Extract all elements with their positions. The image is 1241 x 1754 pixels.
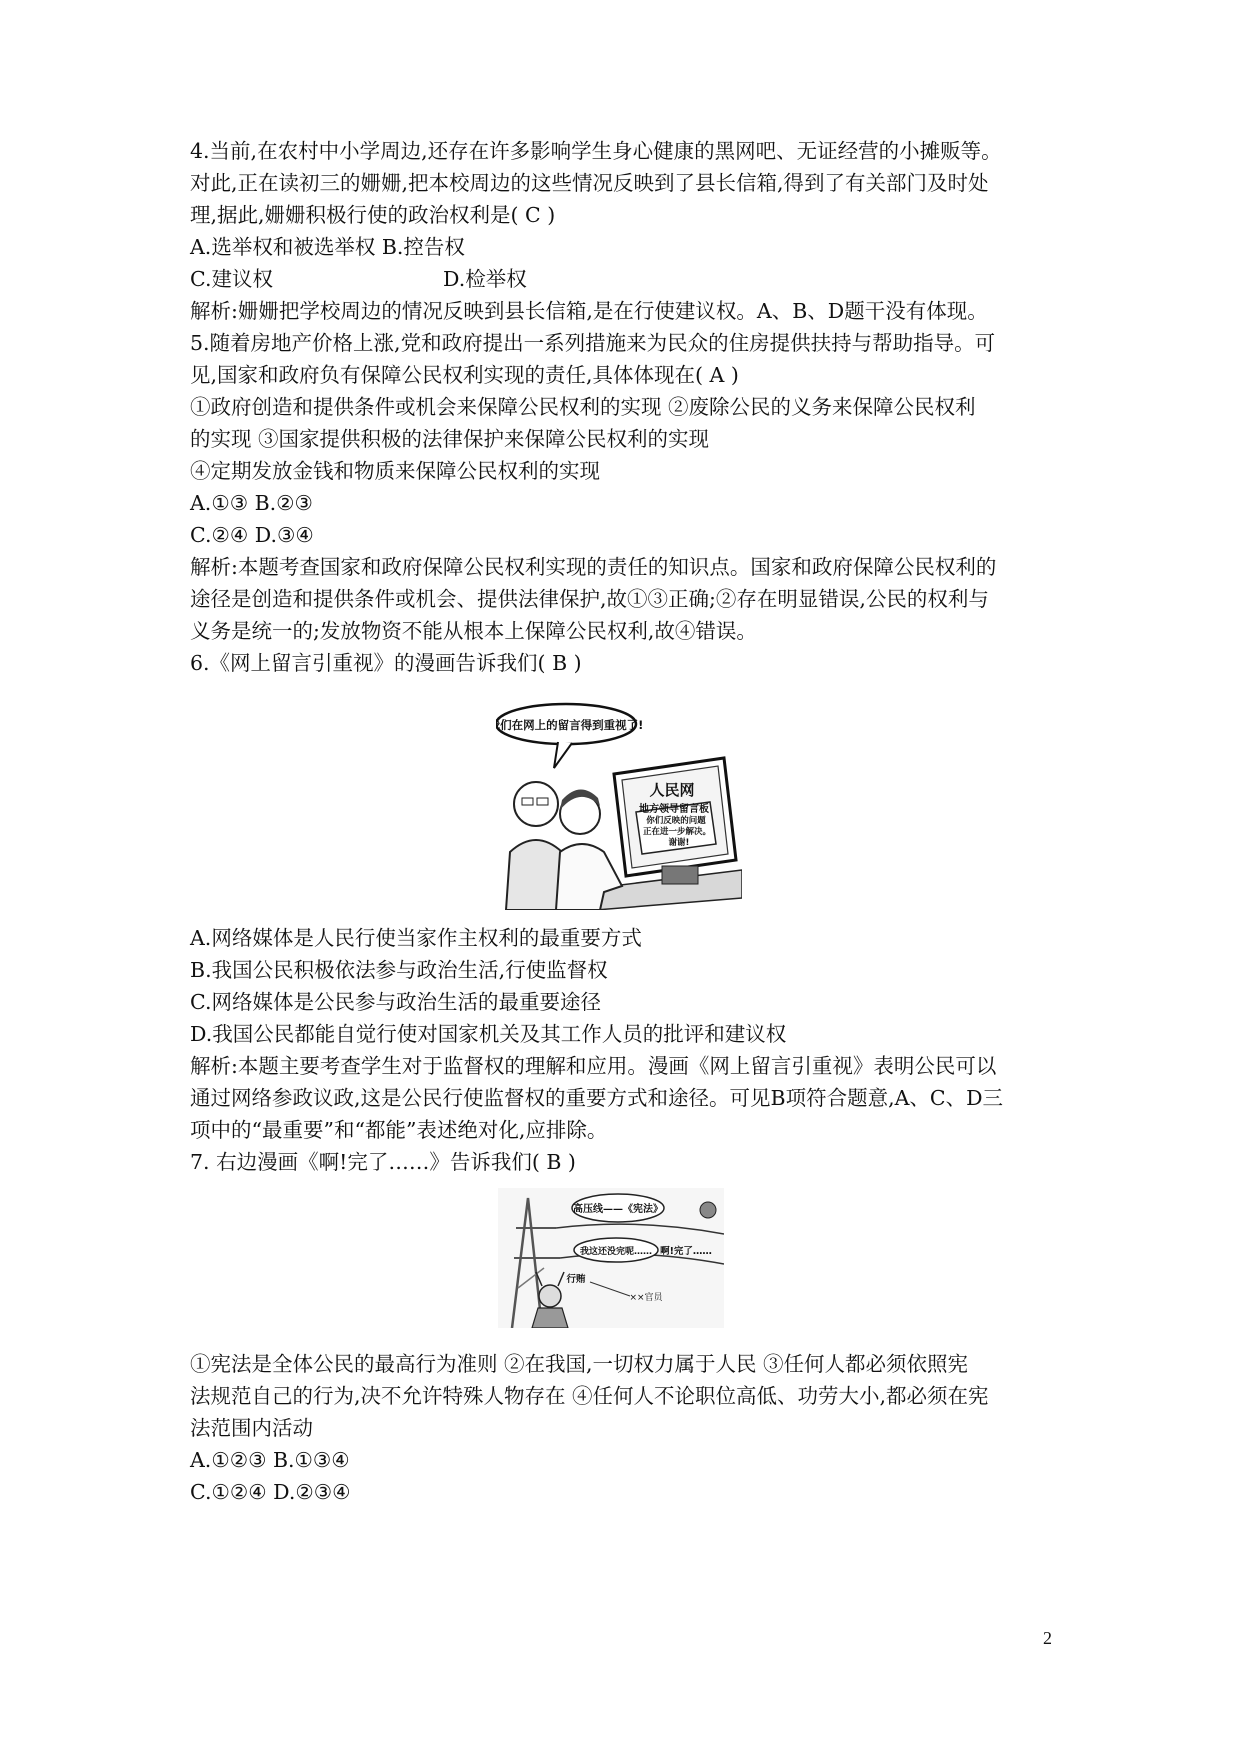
q7-options-cd: C.①②④ D.②③④ [190, 1480, 351, 1504]
q7-item-line2: 法规范自己的行为,决不允许特殊人物存在 ④任何人不论职位高低、功劳大小,都必须在宪 [190, 1384, 989, 1408]
q6-stem: 6.《网上留言引重视》的漫画告诉我们( B ) [190, 651, 582, 675]
q4-stem-line3: 理,据此,姗姗积极行使的政治权利是( C ) [190, 203, 556, 227]
q6-analysis-line3: 项中的“最重要”和“都能”表述绝对化,应排除。 [190, 1118, 608, 1142]
man-head [514, 782, 558, 826]
q4-options-ab: A.选举权和被选举权 B.控告权 [190, 235, 465, 259]
q4-option-d: D.检举权 [443, 267, 527, 291]
q4-analysis: 解析:姗姗把学校周边的情况反映到县长信箱,是在行使建议权。A、B、D题干没有体现。 [190, 299, 988, 323]
q4-option-c: C.建议权 [190, 267, 273, 291]
q4-stem-line1: 4.当前,在农村中小学周边,还存在许多影响学生身心健康的黑网吧、无证经营的小摊贩等。 [190, 139, 1002, 163]
q6-cartoon-drawing [496, 702, 742, 910]
q5-stem-line1: 5.随着房地产价格上涨,党和政府提出一系列措施来为民众的住房提供扶持与帮助指导。可 [190, 331, 996, 355]
q6-option-c: C.网络媒体是公民参与政治生活的最重要途径 [190, 990, 601, 1014]
screen-message-2: 正在进一步解决。 [642, 827, 712, 837]
bubble-done-text: 啊!完了…… [660, 1246, 712, 1257]
screen-message-1: 你们反映的问题 [646, 816, 706, 826]
q6-analysis-line2: 通过网络参政议政,这是公民行使监督权的重要方式和途径。可见B项符合题意,A、C、D三 [190, 1086, 1004, 1110]
screen-title: 人民网 [649, 781, 695, 799]
cartoon-bubble-text: 我们在网上的留言得到重视了! [496, 718, 644, 732]
q5-item-line1: ①政府创造和提供条件或机会来保障公民权利的实现 ②废除公民的义务来保障公民权利 [190, 395, 976, 419]
q6-option-d: D.我国公民都能自觉行使对国家机关及其工作人员的批评和建议权 [190, 1022, 787, 1046]
q5-stem-line2: 见,国家和政府负有保障公民权利实现的责任,具体体现在( A ) [190, 363, 739, 387]
bird [700, 1202, 716, 1218]
q7-item-line1: ①宪法是全体公民的最高行为准则 ②在我国,一切权力属于人民 ③任何人都必须依照宪 [190, 1352, 969, 1376]
q7-cartoon-drawing [498, 1188, 724, 1328]
official-body [532, 1308, 568, 1328]
q6-analysis-line1: 解析:本题主要考查学生对于监督权的理解和应用。漫画《网上留言引重视》表明公民可以 [190, 1054, 997, 1078]
q5-item-line2: 的实现 ③国家提供积极的法律保护来保障公民权利的实现 [190, 427, 710, 451]
q7-options-ab: A.①②③ B.①③④ [190, 1448, 350, 1472]
q5-item-line3: ④定期发放金钱和物质来保障公民权利的实现 [190, 459, 600, 483]
q5-options-cd: C.②④ D.③④ [190, 523, 314, 547]
q5-analysis-line2: 途径是创造和提供条件或机会、提供法律保护,故①③正确;②存在明显错误,公民的权利与 [190, 587, 989, 611]
q7-stem: 7. 右边漫画《啊!完了……》告诉我们( B ) [190, 1150, 576, 1174]
page-number: 2 [1043, 1628, 1052, 1648]
q5-analysis-line3: 义务是统一的;发放物资不能从根本上保障公民权利,故④错误。 [190, 619, 757, 643]
speech-bubble-tail [554, 742, 572, 768]
q6-option-b: B.我国公民积极依法参与政治生活,行使监督权 [190, 958, 608, 982]
q7-cartoon [498, 1188, 724, 1328]
bubble-constitution-text: 高压线——《宪法》 [573, 1204, 663, 1215]
q7-item-line3: 法范围内活动 [190, 1416, 313, 1440]
screen-subtitle: 地方领导留言板 [639, 804, 709, 815]
screen-message-3: 谢谢! [668, 838, 690, 848]
label-bribery: 行贿 [566, 1274, 586, 1285]
q6-cartoon [496, 702, 742, 910]
q6-option-a: A.网络媒体是人民行使当家作主权利的最重要方式 [190, 926, 642, 950]
bubble-not-finished-text: 我这还没完呢…… [579, 1247, 653, 1257]
q5-options-ab: A.①③ B.②③ [190, 491, 313, 515]
q5-analysis-line1: 解析:本题考查国家和政府保障公民权利实现的责任的知识点。国家和政府保障公民权利的 [190, 555, 997, 579]
official-head [539, 1285, 561, 1307]
monitor-stand [662, 866, 698, 884]
q4-stem-line2: 对此,正在读初三的姗姗,把本校周边的这些情况反映到了县长信箱,得到了有关部门及时处 [190, 171, 989, 195]
label-official: ××官员 [629, 1293, 663, 1303]
